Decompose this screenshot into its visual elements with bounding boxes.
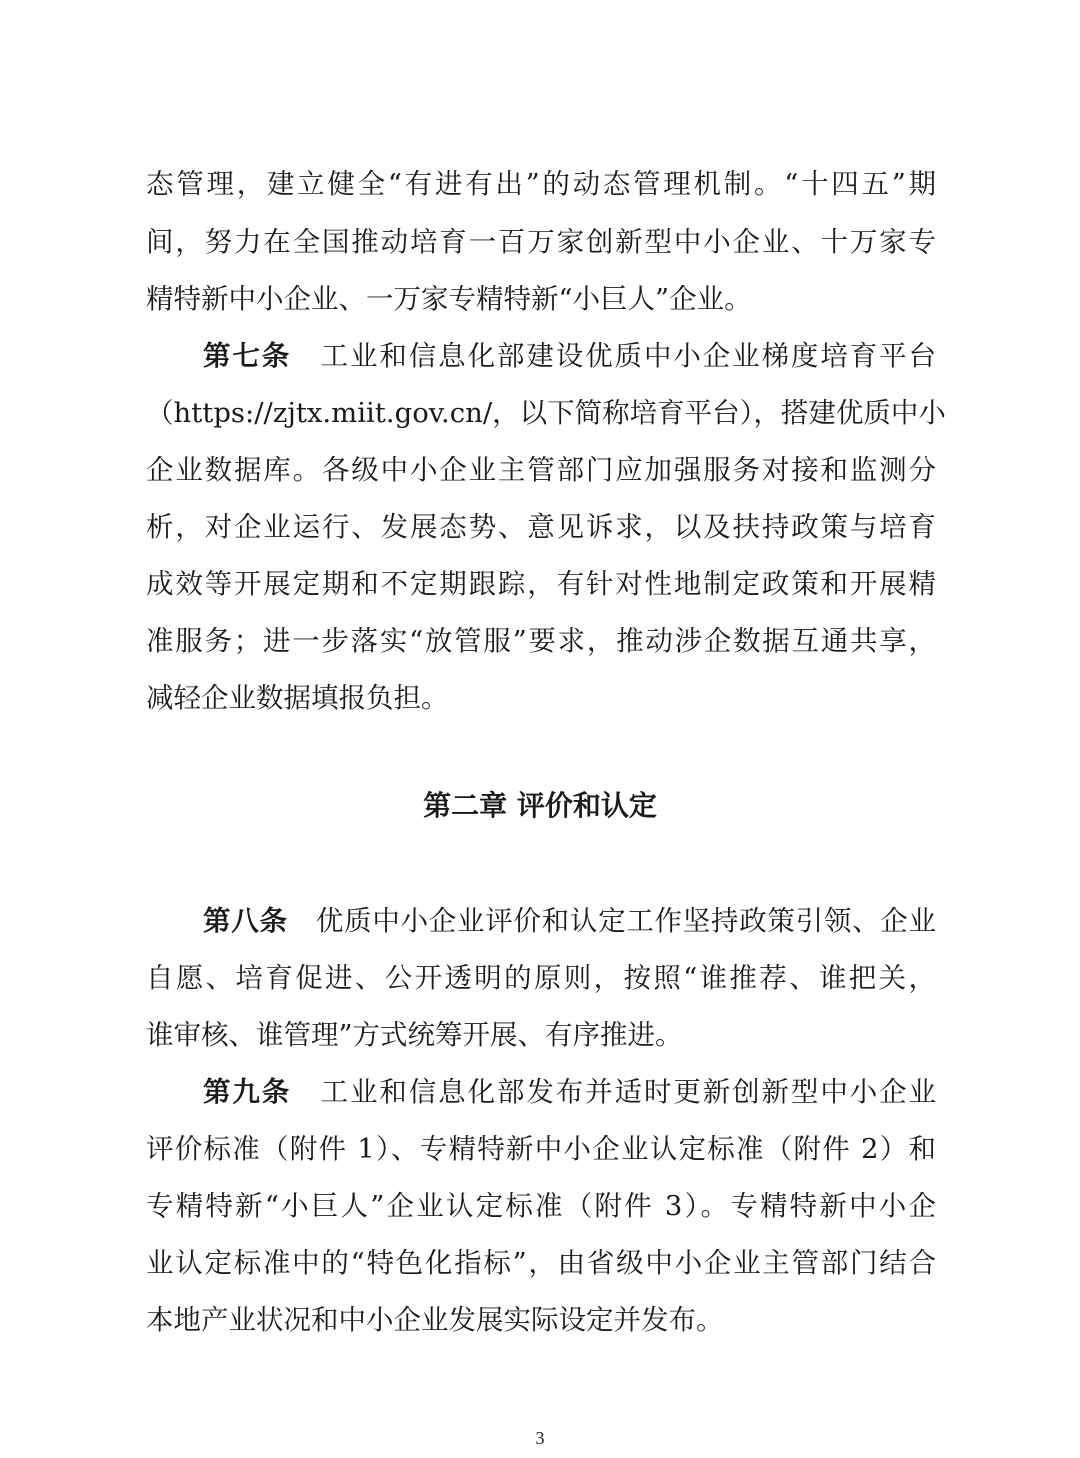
text-line: 成效等开展定期和不定期跟踪，有针对性地制定政策和开展精: [146, 568, 936, 600]
article-7-heading: 第七条: [203, 340, 292, 372]
article-7-first-text: 工业和信息化部建设优质中小企业梯度培育平台: [320, 340, 937, 372]
text-line: 自愿、培育促进、公开透明的原则，按照“谁推荐、谁把关，: [146, 962, 936, 994]
text-line: 间，努力在全国推动培育一百万家创新型中小企业、十万家专: [146, 226, 936, 258]
text-line: 评价标准（附件 1）、专精特新中小企业认定标准（附件 2）和: [146, 1133, 936, 1165]
text-line: 准服务；进一步落实“放管服”要求，推动涉企数据互通共享，: [146, 625, 936, 657]
article-7-first-line: [203, 338, 936, 374]
text-line: 业认定标准中的“特色化指标”，由省级中小企业主管部门结合: [146, 1247, 936, 1279]
text-line: 态管理，建立健全“有进有出”的动态管理机制。“十四五”期: [146, 168, 936, 200]
text-line: （https://zjtx.miit.gov.cn/，以下简称培育平台），搭建优质中小: [146, 397, 946, 429]
article-9-heading: 第九条: [203, 1076, 292, 1108]
article-9-first-text: 工业和信息化部发布并适时更新创新型中小企业: [320, 1076, 937, 1108]
article-8-first-text: 优质中小企业评价和认定工作坚持政策引领、企业: [315, 905, 937, 937]
text-line: 谁审核、谁管理”方式统筹开展、有序推进。: [146, 1019, 683, 1051]
text-line: 专精特新“小巨人”企业认定标准（附件 3）。专精特新中小企: [146, 1190, 936, 1222]
text-line: 析，对企业运行、发展态势、意见诉求，以及扶持政策与培育: [146, 511, 936, 543]
text-line: 精特新中小企业、一万家专精特新“小巨人”企业。: [146, 283, 752, 315]
article-9-first-line: [203, 1074, 936, 1110]
article-8-first-line: [203, 903, 936, 939]
chapter-title: 第二章 评价和认定: [423, 789, 657, 822]
text-line: 本地产业状况和中小企业发展实际设定并发布。: [146, 1304, 724, 1336]
article-8-heading: 第八条: [203, 905, 288, 937]
text-line: 减轻企业数据填报负担。: [146, 682, 449, 714]
page-number: 3: [535, 1428, 545, 1448]
text-line: 企业数据库。各级中小企业主管部门应加强服务对接和监测分: [146, 454, 936, 486]
